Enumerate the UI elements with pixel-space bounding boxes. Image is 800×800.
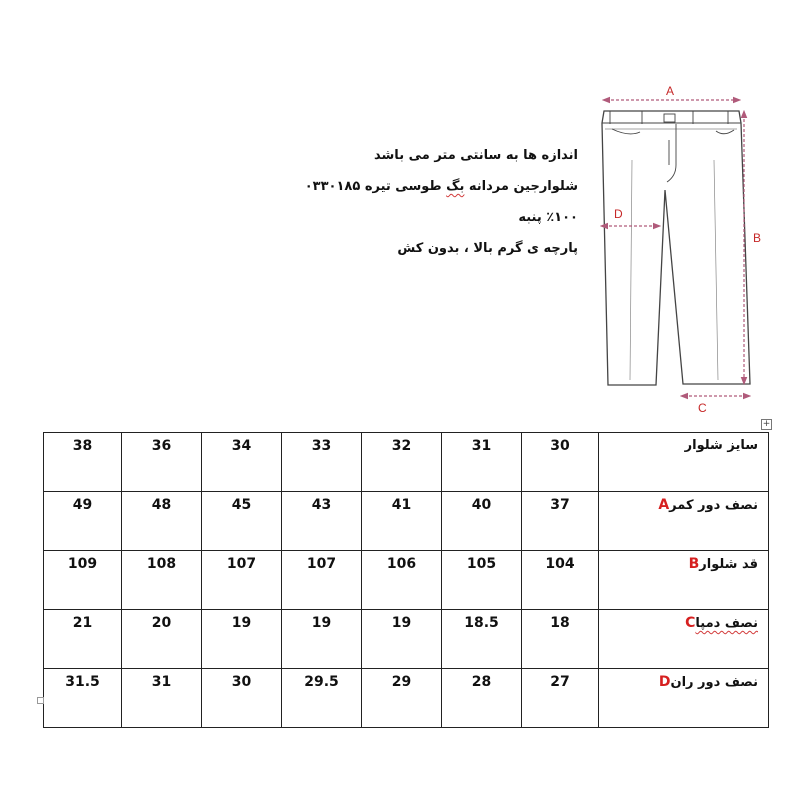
table-cell: 109 — [44, 551, 122, 610]
row-label-text: قد شلوار — [699, 557, 758, 572]
table-cell: 30 — [202, 669, 282, 728]
row-label-letter: B — [688, 556, 700, 572]
table-cell: 45 — [202, 492, 282, 551]
table-cell: 29.5 — [282, 669, 362, 728]
product-title-end: طوسی تیره ۰۳۳۰۱۸۵ — [304, 179, 447, 194]
size-value-31: 31 — [442, 433, 522, 492]
size-value-33: 33 — [282, 433, 362, 492]
label-a: A — [666, 84, 675, 98]
row-label-letter: D — [658, 674, 671, 690]
pants-diagram — [592, 80, 772, 420]
label-b: B — [753, 231, 762, 245]
size-value-36: 36 — [122, 433, 202, 492]
product-info — [300, 140, 578, 264]
size-table — [43, 432, 769, 728]
row-label-letter: A — [658, 497, 670, 513]
table-row — [44, 610, 769, 669]
table-cell: 49 — [44, 492, 122, 551]
table-cell: 19 — [282, 610, 362, 669]
row-label-text: نصف دور کمر — [669, 498, 758, 513]
table-cell: 104 — [522, 551, 599, 610]
table-cell: 27 — [522, 669, 599, 728]
spellcheck-word: بگ — [446, 179, 465, 194]
table-cell: 29 — [362, 669, 442, 728]
table-cell: 21 — [44, 610, 122, 669]
product-title — [300, 171, 578, 202]
table-cell: 28 — [442, 669, 522, 728]
table-row — [44, 551, 769, 610]
table-row — [44, 433, 769, 492]
table-cell: 18 — [522, 610, 599, 669]
unit-note: اندازه ها به سانتی متر می باشد — [374, 148, 578, 163]
size-value-32: 32 — [362, 433, 442, 492]
table-cell: 107 — [202, 551, 282, 610]
table-resize-handle[interactable] — [37, 697, 44, 704]
table-cell: 31.5 — [44, 669, 122, 728]
row-label-thigh — [599, 669, 769, 728]
row-label-text: نصف دور ران — [670, 675, 758, 690]
size-value-38: 38 — [44, 433, 122, 492]
table-cell: 106 — [362, 551, 442, 610]
label-d: D — [614, 207, 623, 221]
row-label-letter: C — [685, 615, 696, 631]
table-cell: 40 — [442, 492, 522, 551]
label-c: C — [698, 401, 707, 415]
table-cell: 43 — [282, 492, 362, 551]
pants-outline — [602, 111, 750, 385]
table-cell: 31 — [122, 669, 202, 728]
table-cell: 105 — [442, 551, 522, 610]
row-label-text: نصف دمپا — [695, 616, 758, 631]
table-cell: 108 — [122, 551, 202, 610]
table-row — [44, 669, 769, 728]
table-cell: 19 — [362, 610, 442, 669]
row-label-length — [599, 551, 769, 610]
product-title-start: شلوارجین مردانه — [464, 179, 578, 194]
table-cell: 20 — [122, 610, 202, 669]
table-move-handle[interactable]: + — [762, 419, 771, 429]
table-row — [44, 492, 769, 551]
table-cell: 18.5 — [442, 610, 522, 669]
row-label-hem — [599, 610, 769, 669]
row-label-size: سایز شلوار — [599, 433, 769, 492]
material-note: ٪۱۰۰ پنبه — [518, 210, 578, 225]
table-cell: 48 — [122, 492, 202, 551]
size-value-30: 30 — [522, 433, 599, 492]
table-cell: 107 — [282, 551, 362, 610]
fabric-note: پارچه ی گرم بالا ، بدون کش — [397, 241, 578, 256]
size-value-34: 34 — [202, 433, 282, 492]
row-label-waist — [599, 492, 769, 551]
table-cell: 37 — [522, 492, 599, 551]
table-cell: 19 — [202, 610, 282, 669]
table-cell: 41 — [362, 492, 442, 551]
